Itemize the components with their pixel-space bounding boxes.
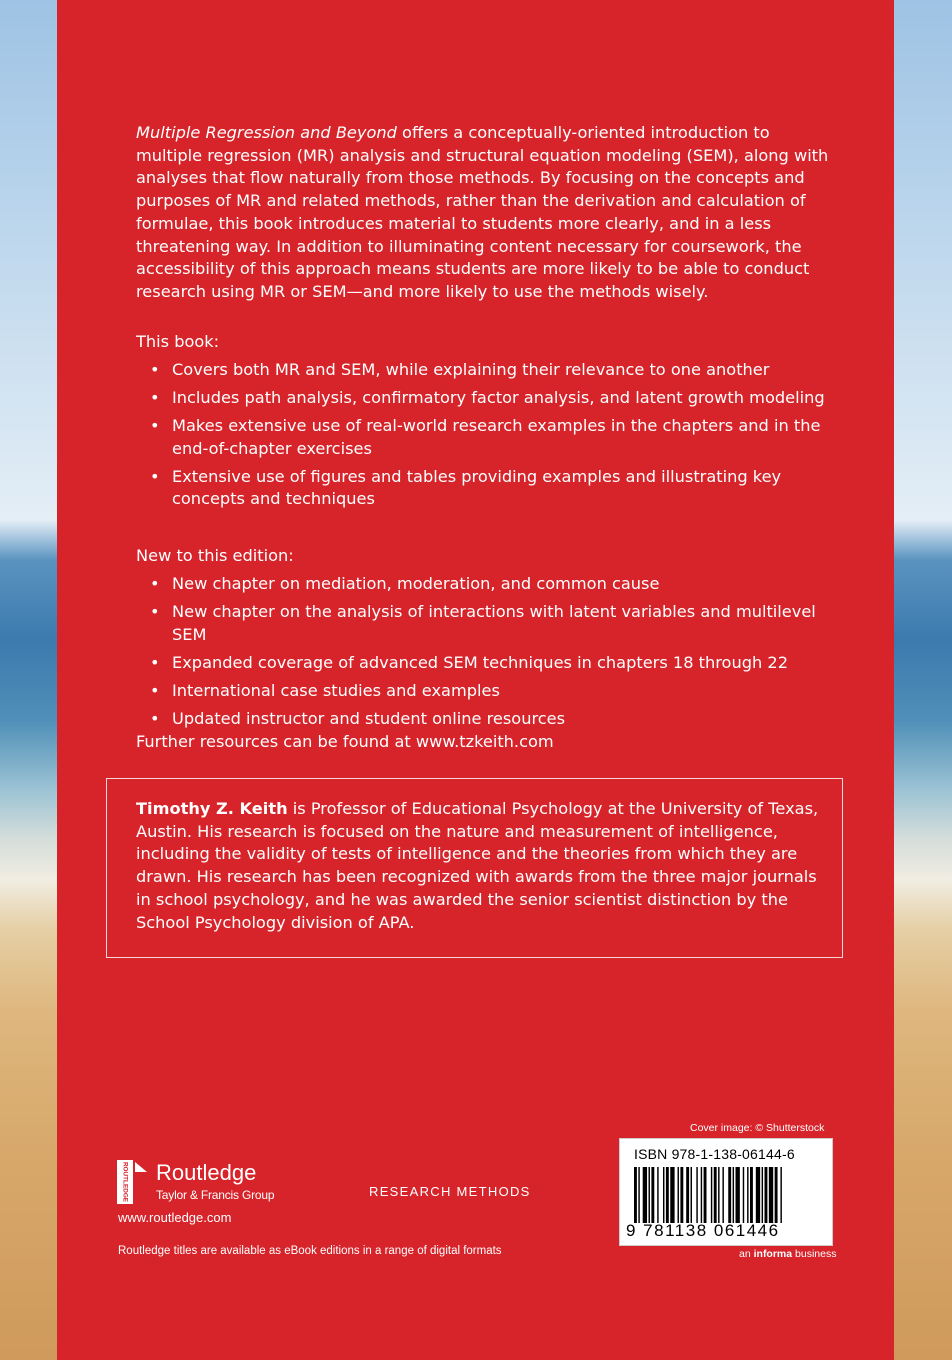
author-bio xyxy=(136,798,826,934)
publisher-group: Taylor & Francis Group xyxy=(156,1188,275,1202)
bullet-icon: • xyxy=(150,652,160,672)
barcode-bars xyxy=(634,1167,820,1223)
bullet-icon: • xyxy=(150,574,160,593)
isbn-number: ISBN 978-1-138-06144-6 xyxy=(634,1146,795,1162)
list-item: • Extensive use of figures and tables providing examples and illustrating key concepts and techniques xyxy=(150,466,782,509)
list-item: • Includes path analysis, confirmatory factor analysis, and latent growth modeling xyxy=(136,387,826,410)
bullet-icon: • xyxy=(150,360,160,379)
list-item: • New chapter on mediation, moderation, and common cause xyxy=(136,573,826,596)
new-edition-list xyxy=(136,573,826,736)
list-item: • New chapter on the analysis of interactions with latent variables and multilevel SEM xyxy=(150,602,816,644)
routledge-logo xyxy=(116,1159,296,1207)
barcode-digits: 9 781138 061446 xyxy=(626,1221,780,1240)
series-label: RESEARCH METHODS xyxy=(369,1184,531,1199)
publisher-name: Routledge xyxy=(156,1160,257,1185)
book-description xyxy=(136,122,836,304)
ebook-note: Routledge titles are available as eBook editions in a range of digital formats xyxy=(118,1245,502,1257)
list-item: • Covers both MR and SEM, while explaining their relevance to one another xyxy=(136,359,826,382)
author-name: Timothy Z. Keith xyxy=(136,799,288,818)
book-features-heading: This book: xyxy=(136,332,220,351)
bullet-icon: • xyxy=(150,680,160,700)
further-resources: Further resources can be found at www.tzkeith.com xyxy=(136,732,554,751)
author-bio-text: is Professor of Educational Psychology at the University of Texas, Austin. His research is focused on the nature and measurement of intelligence, including the validity of tests of intelligence and the theories from which they are drawn. His research has been recognized with awards from the three major journals in school psychology, and he was awarded the senior scientist distinction by the School Psychology division of APA. xyxy=(136,799,819,932)
bullet-icon: • xyxy=(150,416,160,435)
list-item: • International case studies and examples xyxy=(136,680,826,703)
bullet-icon: • xyxy=(150,466,160,486)
bullet-icon: • xyxy=(150,602,160,621)
list-item: • Expanded coverage of advanced SEM techniques in chapters 18 through 22 xyxy=(136,652,826,675)
publisher-website: www.routledge.com xyxy=(118,1210,232,1225)
svg-text:ROUTLEDGE: ROUTLEDGE xyxy=(121,1161,129,1203)
cover-image-credit: Cover image: © Shutterstock xyxy=(690,1122,825,1134)
list-item: • Makes extensive use of real-world research examples in the chapters and in the end-of-chapter exercises xyxy=(150,416,821,458)
bullet-icon: • xyxy=(150,388,160,407)
routledge-logo-icon xyxy=(116,1159,150,1205)
list-item: • Updated instructor and student online resources xyxy=(136,708,826,731)
new-edition-heading: New to this edition: xyxy=(136,546,294,565)
description-text: offers a conceptually-oriented introduction to multiple regression (MR) analysis and structural equation modeling (SEM), along with analyses that flow naturally from those methods. By focusing on the concepts and purposes of MR and related methods, rather than the derivation and calculation of formulae, this book introduces material to students more clearly, and in a less threatening way. In addition to illuminating content necessary for coursework, the accessibility of this approach means students are more likely to be able to conduct research using MR or SEM—and more likely to use the methods wisely. xyxy=(136,123,829,301)
bullet-icon: • xyxy=(150,708,160,728)
informa-business-tag: an informa business xyxy=(739,1248,837,1260)
book-title: Multiple Regression and Beyond xyxy=(136,123,397,142)
isbn-barcode xyxy=(619,1138,833,1246)
book-features-list xyxy=(136,359,826,516)
